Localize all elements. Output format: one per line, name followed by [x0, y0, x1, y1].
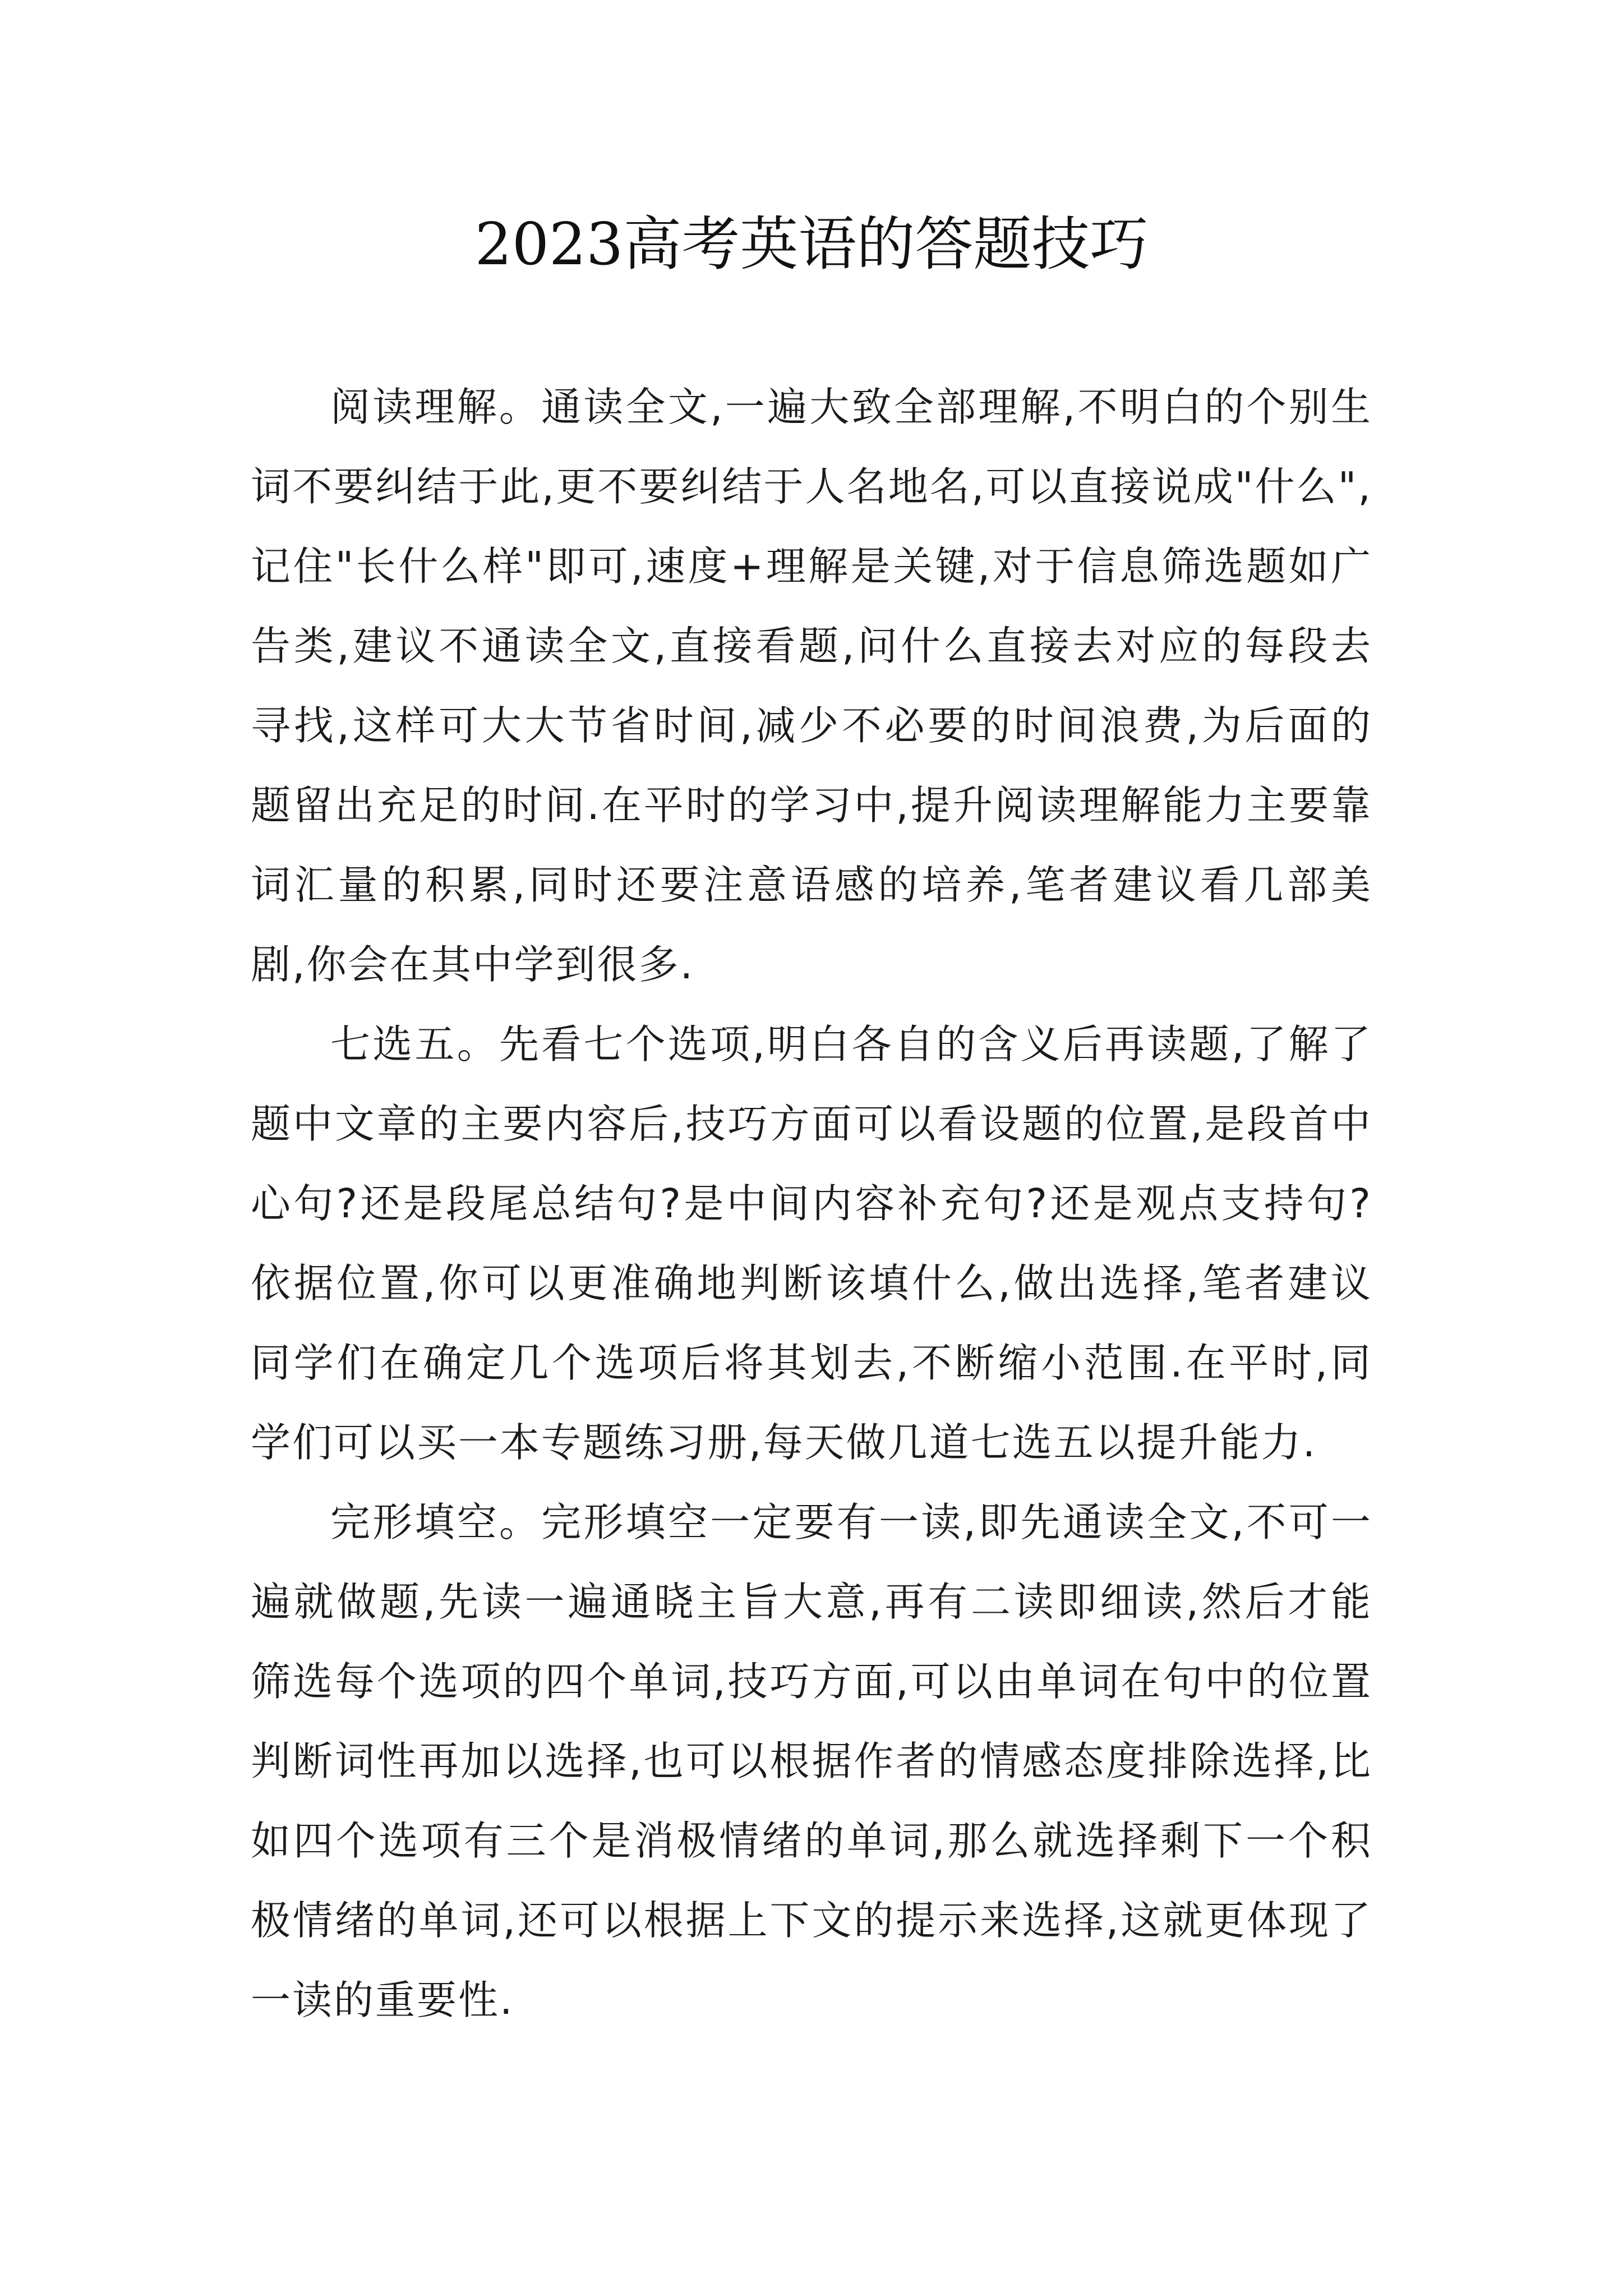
paragraph-reading-comprehension: 阅读理解。通读全文,一遍大致全部理解,不明白的个别生词不要纠结于此,更不要纠结于人名地名,可以直接说成"什么",记住"长什么样"即可,速度+理解是关键,对于信息筛选题如广告类,建议不通读全文,直接看题,问什么直接去对应的每段去寻找,这样可大大节省时间,减少不必要的时间浪费,为后面的题留出充足的时间.在平时的学习中,提升阅读理解能力主要靠词汇量的积累,同时还要注意语感的培养,笔者建议看几部美剧,你会在其中学到很多. — [251, 384, 1372, 988]
paragraph-seven-choose-five: 七选五。先看七个选项,明白各自的含义后再读题,了解了题中文章的主要内容后,技巧方面可以看设题的位置,是段首中心句?还是段尾总结句?是中间内容补充句?还是观点支持句?依据位置,你可以更准确地判断该填什么,做出选择,笔者建议同学们在确定几个选项后将其划去,不断缩小范围.在平时,同学们可以买一本专题练习册,每天做几道七选五以提升能力. — [251, 1021, 1372, 1466]
document-title: 2023高考英语的答题技巧 — [474, 210, 1149, 278]
paragraph-cloze-test: 完形填空。完形填空一定要有一读,即先通读全文,不可一遍就做题,先读一遍通晓主旨大意,再有二读即细读,然后才能筛选每个选项的四个单词,技巧方面,可以由单词在句中的位置判断词性再加以选择,也可以根据作者的情感态度排除选择,比如四个选项有三个是消极情绪的单词,那么就选择剩下一个积极情绪的单词,还可以根据上下文的提示来选择,这就更体现了一读的重要性. — [251, 1499, 1372, 2023]
document-body — [251, 367, 1372, 2040]
